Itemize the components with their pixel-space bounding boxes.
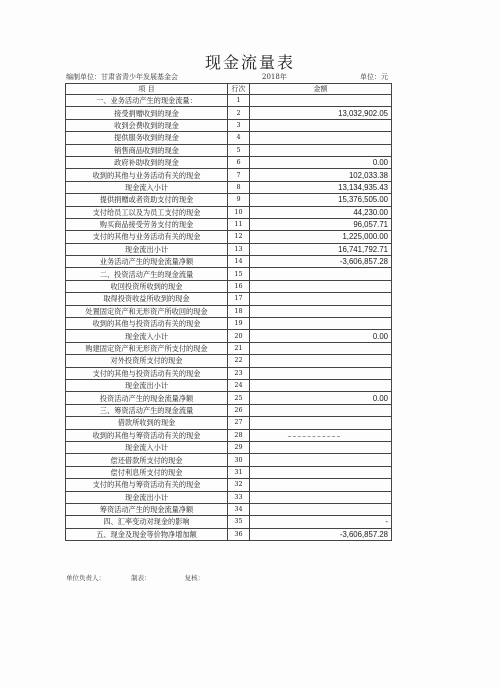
row-item-label: 取得投资收益所收到的现金	[66, 293, 228, 305]
row-item-label: 支付的其他与业务活动有关的现金	[66, 231, 228, 243]
row-item-label: 购买商品接受劳务支付的现金	[66, 218, 228, 230]
signature-footer	[66, 573, 228, 582]
row-amount: 16,741,792.71	[250, 243, 392, 255]
row-item-label: 对外投资所支付的现金	[66, 355, 228, 367]
table-row	[66, 503, 392, 515]
table-row	[66, 218, 392, 230]
responsible-person-label: 单位负责人：	[66, 574, 105, 582]
reviewer-label: 复核：	[184, 574, 205, 582]
row-item-label: 收到的其他与业务活动有关的现金	[66, 169, 228, 181]
row-item-label: 现金流入小计	[66, 181, 228, 193]
row-line-number: 5	[228, 144, 250, 156]
row-line-number: 2	[228, 107, 250, 119]
row-line-number: 10	[228, 206, 250, 218]
row-line-number: 20	[228, 330, 250, 342]
table-row	[66, 293, 392, 305]
table-row	[66, 194, 392, 206]
row-line-number: 24	[228, 379, 250, 391]
row-item-label: 处置固定资产和无形资产所收回的现金	[66, 305, 228, 317]
table-row	[66, 491, 392, 503]
table-row	[66, 144, 392, 156]
table-row	[66, 169, 392, 181]
table-header-row	[66, 84, 392, 95]
row-amount: 96,057.71	[250, 218, 392, 230]
table-row	[66, 206, 392, 218]
row-item-label: 现金流出小计	[66, 491, 228, 503]
row-item-label: 现金流出小计	[66, 243, 228, 255]
row-amount	[250, 441, 392, 453]
row-item-label: 五、现金及现金等价物净增加额	[66, 528, 228, 540]
row-item-label: 借款所收到的现金	[66, 417, 228, 429]
table-row	[66, 454, 392, 466]
row-line-number: 11	[228, 218, 250, 230]
table-row	[66, 392, 392, 404]
row-amount: 13,134,935.43	[250, 181, 392, 193]
row-line-number: 21	[228, 342, 250, 354]
table-row	[66, 268, 392, 280]
table-row	[66, 156, 392, 168]
row-item-label: 投资活动产生的现金流量净额	[66, 392, 228, 404]
scan-artifact-line	[288, 436, 340, 438]
row-item-label: 收到的其他与筹资活动有关的现金	[66, 429, 228, 441]
row-item-label: 收到会费收到的现金	[66, 119, 228, 131]
row-line-number: 8	[228, 181, 250, 193]
row-item-label: 收到的其他与投资活动有关的现金	[66, 318, 228, 330]
row-item-label: 购建固定资产和无形资产所支付的现金	[66, 342, 228, 354]
table-row	[66, 379, 392, 391]
table-row	[66, 280, 392, 292]
row-item-label: 四、汇率变动对现金的影响	[66, 516, 228, 528]
row-line-number: 3	[228, 119, 250, 131]
row-item-label: 三、筹资活动产生的现金流量	[66, 404, 228, 416]
row-amount	[250, 132, 392, 144]
organization-label: 编制单位：甘肃省青少年发展基金会	[66, 73, 178, 81]
row-line-number: 35	[228, 516, 250, 528]
row-amount: -3,606,857.28	[250, 256, 392, 268]
row-amount	[250, 144, 392, 156]
row-line-number: 13	[228, 243, 250, 255]
row-item-label: 现金流出小计	[66, 379, 228, 391]
row-item-label: 收回投资所收到的现金	[66, 280, 228, 292]
row-amount	[250, 318, 392, 330]
row-item-label: 支付的其他与投资活动有关的现金	[66, 367, 228, 379]
row-line-number: 16	[228, 280, 250, 292]
row-amount	[250, 466, 392, 478]
row-line-number: 34	[228, 503, 250, 515]
row-amount	[250, 479, 392, 491]
table-row	[66, 181, 392, 193]
row-amount: 44,230.00	[250, 206, 392, 218]
row-amount: -3,606,857.28	[250, 528, 392, 540]
table-row	[66, 479, 392, 491]
row-item-label: 提供服务收到的现金	[66, 132, 228, 144]
table-row	[66, 355, 392, 367]
row-line-number: 36	[228, 528, 250, 540]
row-amount	[250, 417, 392, 429]
row-item-label: 筹资活动产生的现金流量净额	[66, 503, 228, 515]
row-line-number: 1	[228, 95, 250, 107]
row-line-number: 7	[228, 169, 250, 181]
table-row	[66, 305, 392, 317]
row-line-number: 14	[228, 256, 250, 268]
currency-unit: 单位：元	[360, 73, 388, 81]
row-amount	[250, 503, 392, 515]
row-amount	[250, 491, 392, 503]
row-amount	[250, 280, 392, 292]
row-item-label: 销售商品收到的现金	[66, 144, 228, 156]
row-amount	[250, 342, 392, 354]
row-line-number: 27	[228, 417, 250, 429]
table-row	[66, 330, 392, 342]
row-item-label: 接受捐赠收到的现金	[66, 107, 228, 119]
report-year: 2018年	[262, 73, 287, 81]
row-line-number: 6	[228, 156, 250, 168]
table-row	[66, 231, 392, 243]
table-row	[66, 466, 392, 478]
row-line-number: 33	[228, 491, 250, 503]
row-item-label: 现金流入小计	[66, 330, 228, 342]
table-row	[66, 132, 392, 144]
row-item-label: 支付的其他与筹资活动有关的现金	[66, 479, 228, 491]
row-line-number: 32	[228, 479, 250, 491]
document-title: 现金流量表	[204, 53, 295, 72]
row-line-number: 17	[228, 293, 250, 305]
row-line-number: 29	[228, 441, 250, 453]
row-amount	[250, 293, 392, 305]
row-item-label: 政府补助收到的现金	[66, 156, 228, 168]
row-item-label: 一、业务活动产生的现金流量：	[66, 95, 228, 107]
row-line-number: 22	[228, 355, 250, 367]
row-item-label: 偿付利息所支付的现金	[66, 466, 228, 478]
row-amount	[250, 119, 392, 131]
table-row	[66, 429, 392, 441]
row-amount	[250, 367, 392, 379]
row-line-number: 12	[228, 231, 250, 243]
row-line-number: 26	[228, 404, 250, 416]
row-amount: 0.00	[250, 330, 392, 342]
preparer-label: 制表：	[131, 574, 151, 582]
table-row	[66, 441, 392, 453]
row-amount: 0.00	[250, 156, 392, 168]
row-amount	[250, 379, 392, 391]
table-row	[66, 256, 392, 268]
row-item-label: 现金流入小计	[66, 441, 228, 453]
row-amount	[250, 268, 392, 280]
table-row	[66, 528, 392, 540]
row-item-label: 业务活动产生的现金流量净额	[66, 256, 228, 268]
row-line-number: 30	[228, 454, 250, 466]
row-item-label: 偿还借款所支付的现金	[66, 454, 228, 466]
table-row	[66, 107, 392, 119]
row-line-number: 9	[228, 194, 250, 206]
row-amount	[250, 355, 392, 367]
row-line-number: 4	[228, 132, 250, 144]
header-line-number: 行次	[228, 84, 250, 95]
row-line-number: 28	[228, 429, 250, 441]
row-line-number: 19	[228, 318, 250, 330]
row-amount	[250, 95, 392, 107]
header-amount: 金额	[250, 84, 392, 95]
row-item-label: 支付给员工以及为员工支付的现金	[66, 206, 228, 218]
table-row	[66, 417, 392, 429]
header-item: 项 目	[66, 84, 228, 95]
table-row	[66, 404, 392, 416]
row-amount: -	[250, 516, 392, 528]
table-row	[66, 367, 392, 379]
row-item-label: 二、投资活动产生的现金流量	[66, 268, 228, 280]
row-line-number: 23	[228, 367, 250, 379]
table-row	[66, 119, 392, 131]
row-line-number: 25	[228, 392, 250, 404]
row-amount: 1,225,000.00	[250, 231, 392, 243]
table-row	[66, 516, 392, 528]
row-line-number: 31	[228, 466, 250, 478]
row-line-number: 15	[228, 268, 250, 280]
row-amount	[250, 305, 392, 317]
row-item-label: 提供捐赠或者资助支付的现金	[66, 194, 228, 206]
table-row	[66, 318, 392, 330]
table-row	[66, 342, 392, 354]
row-amount	[250, 454, 392, 466]
row-line-number: 18	[228, 305, 250, 317]
table-row	[66, 95, 392, 107]
cash-flow-table	[65, 83, 392, 541]
row-amount: 15,376,505.00	[250, 194, 392, 206]
table-row	[66, 243, 392, 255]
row-amount	[250, 404, 392, 416]
row-amount: 13,032,902.05	[250, 107, 392, 119]
row-amount: 0.00	[250, 392, 392, 404]
row-amount: 102,033.38	[250, 169, 392, 181]
